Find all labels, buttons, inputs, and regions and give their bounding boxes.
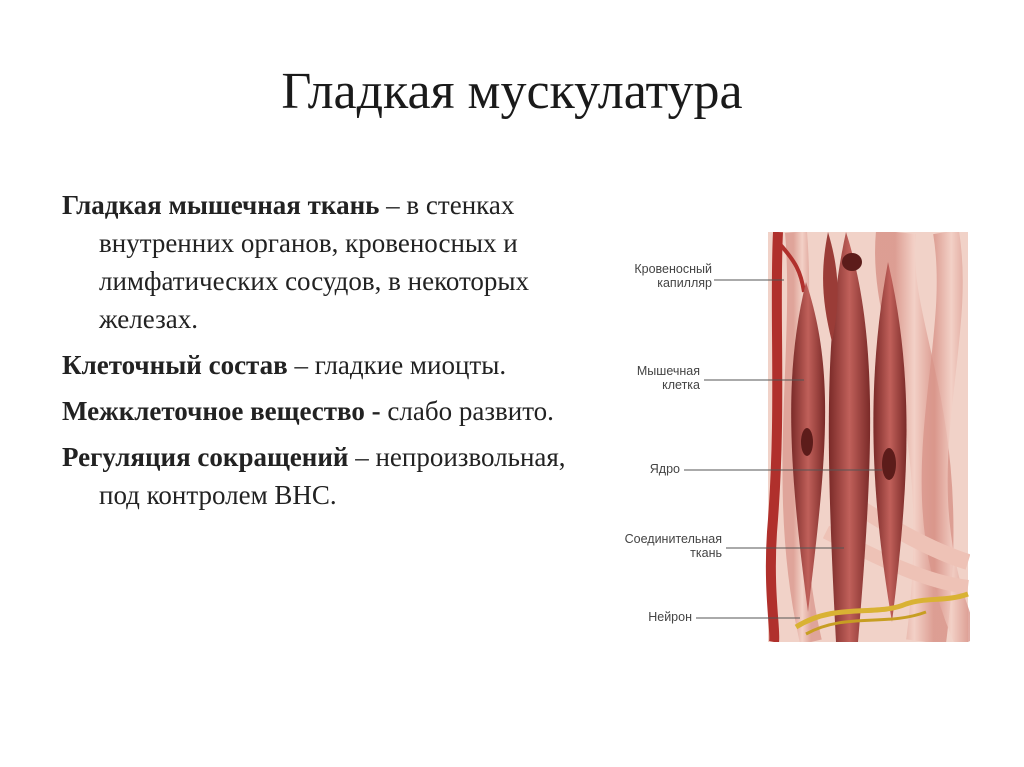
paragraph-cell-composition <box>62 346 572 384</box>
label-neuron: Нейрон <box>648 610 692 624</box>
slide-title: Гладкая мускулатура <box>281 63 743 120</box>
desc-smooth-muscle-tissue: – в стенках внутренних органов, кровеносных и лимфатических сосудов, в некоторых железах. <box>99 190 530 334</box>
term-regulation: Регуляция сокращений <box>62 442 349 472</box>
paragraph-intercellular <box>62 392 572 430</box>
label-capillary: Кровеносный капилляр <box>634 262 712 290</box>
term-intercellular: Межклеточное вещество - <box>62 396 381 426</box>
term-smooth-muscle-tissue: Гладкая мышечная ткань <box>62 190 380 220</box>
label-connective-tissue: Соединительная ткань <box>624 532 722 560</box>
desc-cell-composition: – гладкие миоцты. <box>287 350 507 380</box>
cell-nucleus <box>882 448 896 480</box>
desc-intercellular: слабо развито. <box>380 396 554 426</box>
cell-nucleus <box>842 253 862 271</box>
text-block <box>62 186 572 522</box>
smooth-muscle-illustration <box>596 232 970 642</box>
term-cell-composition: Клеточный состав <box>62 350 288 380</box>
desc-regulation: – непроизвольная, под контролем ВНС. <box>99 442 566 510</box>
paragraph-location <box>62 186 572 338</box>
paragraph-regulation <box>62 438 572 514</box>
cell-nucleus <box>801 428 813 456</box>
label-nucleus: Ядро <box>649 462 680 476</box>
muscle-tissue-drawing <box>596 232 970 642</box>
label-muscle-cell: Мышечная клетка <box>636 364 700 392</box>
